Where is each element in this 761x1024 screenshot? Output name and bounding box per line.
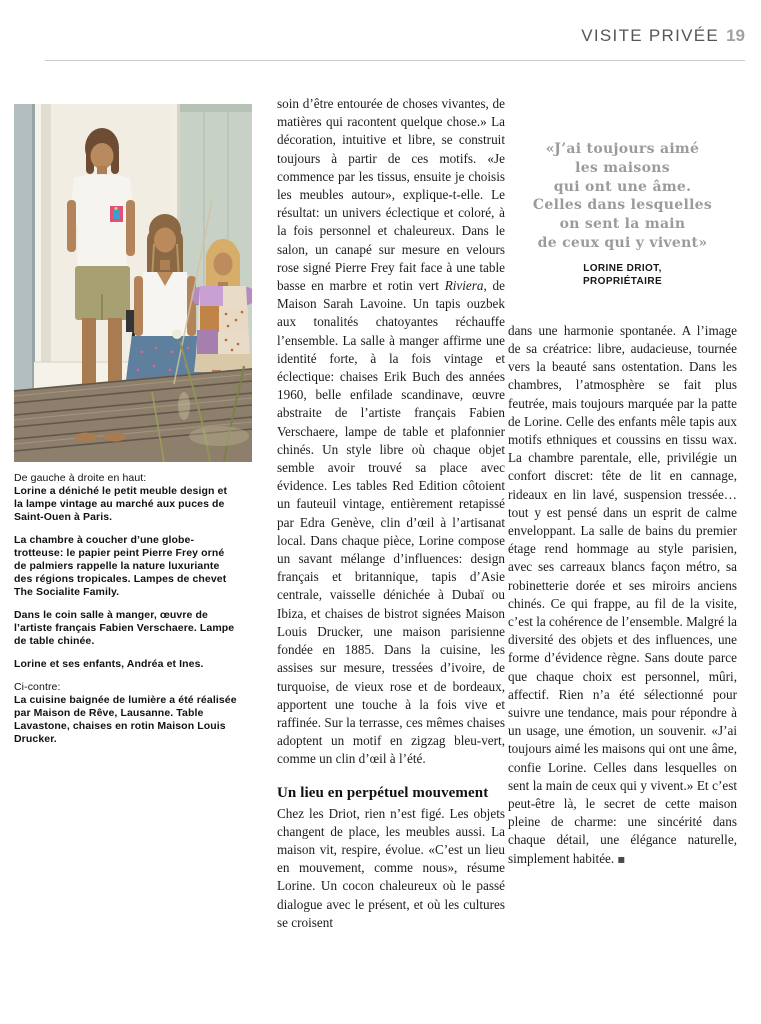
photo-captions <box>14 472 239 756</box>
caption-2-text: La chambre à coucher d’une globe-trotteuse: le papier peint Pierre Frey orné de palmiers rappelle la nature luxuriante des régions tropicales. Lampes de chevet The Socialite Family. <box>14 534 227 598</box>
caption-1-intro: De gauche à droite en haut: <box>14 472 147 484</box>
quote-attribution <box>508 262 737 289</box>
paragraph-1-part-a: soin d’être entourée de choses vivantes, de matières qui racontent quelque chose.» La décoration, intuitive et libre, se construit toujours à partir de ces motifs. «Je commence par les tissus, ensuite je choisis les meubles autour», explique-t-elle. Le résultat: un univers éclectique et coloré, à la fois personnel et chaleureux. Dans le salon, un canapé sur mesure en velours rose signé Pierre Frey fait face à une table basse en marbre et rotin vert <box>277 96 505 294</box>
section-kicker <box>581 26 745 46</box>
pull-quote-line-4: Celles dans lesquelles <box>532 197 713 214</box>
section-label: VISITE PRIVÉE <box>581 26 720 45</box>
article-subhead: Un lieu en perpétuel mouvement <box>277 784 489 801</box>
caption-3-text: Dans le coin salle à manger, œuvre de l’artiste français Fabien Verschaere. Lampe de table chinée. <box>14 609 235 647</box>
article-column-middle <box>277 95 505 932</box>
paragraph-3-text: dans une harmonie spontanée. A l’image de sa créatrice: libre, audacieuse, tournée vers la beauté sans ostentation. Dans les chambres, l’atmosphère se fait plus feutrée, mais toujours marquée par la patte de Lorine. Celle des enfants mêle tapis aux motifs ethniques et coussins en tissu wax. La chambre parentale, elle, privilégie un confort discret: tête de lit en cannage, rideaux en lin lavé, suspension tressée… tout y est pensé dans un esprit de calme enveloppant. La salle de bains du premier étage rend hommage au style parisien, avec ses carreaux blancs façon métro, sa robinetterie dorée et ses miroirs anciens chinés. Ce qui frappe, au fil de la visite, c’est la cohérence de l’ensemble. Malgré la diversité des objets et des influences, une forme d’évidence règne. Sans doute parce que chaque choix est personnel, mûri, affectif. Rien n’a été sélectionné pour suivre une tendance, mais pour répondre à un usage, une émotion, un souvenir. «J’ai toujours aimé les maisons qui ont une âme, confie Lorine. Celles dans lesquelles on sent la main de ceux qui y vivent.» Et c’est peut-être là, le secret de cette maison pleine de charme: une sincérité dans chaque détail, une élégance naturelle, simplement habitée. <box>508 322 737 866</box>
caption-4 <box>14 658 239 671</box>
article-end-mark: ▪ <box>617 851 626 866</box>
quote-attribution-name: LORINE DRIOT, <box>583 262 662 274</box>
family-photo <box>14 104 252 462</box>
caption-3 <box>14 609 239 648</box>
quote-attribution-role: PROPRIÉTAIRE <box>582 276 663 288</box>
article-paragraph-1 <box>277 95 505 769</box>
pull-quote-line-6: de ceux qui y vivent» <box>537 234 708 251</box>
pull-quote <box>508 140 737 253</box>
article-paragraph-2: Chez les Driot, rien n’est figé. Les objets changent de place, les meubles aussi. La maison vit, respire, évolue. «C’est un lieu en mouvement, comme nous», résume Lorine. Un cocon chaleureux où le passé dialogue avec le présent, et où les cultures se croisent <box>277 805 505 930</box>
paragraph-1-italic: Riviera <box>444 278 484 294</box>
paragraph-1-part-b: , de Maison Sarah Lavoine. Un tapis ouzbek aux tonalités chatoyantes réchauffe l’ensemble. La salle à manger affirme une identité forte, à la fois vintage et éclectique: chaises Erik Buch des années 1960, belle enfilade scandinave, œuvre abstraite de l’artiste français Fabien Verschaere, lampe de table et plafonnier chinés. Un style libre où chaque objet semble avoir trouvé sa place avec évidence. Les tables Red Edition côtoient un fauteuil vintage, entièrement retapissé par Edra Genève, clin d’œil à l’artisanat local. Dans chaque pièce, Lorine compose un savant mélange d’influences: design français et britannique, tapis d’Asie centrale, vaisselle dénichée à Dubaï ou Ibiza, et chaises de bistrot signées Maison Louis Drucker, une maison parisienne fondée en 1885. Dans la cuisine, les assises sur mesure, tressées d’ivoire, de turquoise, de vieux rose et de bordeaux, apportent une touche à la fois vive et raffinée. Sur la terrasse, ces mêmes chaises adoptent un motif en zigzag bleu-vert, comme un clin d’œil à l’été. <box>277 278 505 767</box>
pull-quote-line-5: on sent la main <box>559 216 686 233</box>
article-paragraph-3 <box>508 322 737 868</box>
caption-4-text: Lorine et ses enfants, Andréa et Ines. <box>14 658 204 670</box>
pull-quote-line-1: «J’ai toujours aimé <box>545 141 700 157</box>
family-photo-illustration <box>14 104 252 462</box>
header-rule <box>45 60 745 61</box>
page-number: 19 <box>726 26 745 45</box>
caption-2 <box>14 534 239 599</box>
pull-quote-line-3: qui ont une âme. <box>553 178 692 195</box>
pull-quote-line-2: les maisons <box>575 159 670 176</box>
caption-5 <box>14 681 239 746</box>
caption-5-text: La cuisine baignée de lumière a été réalisée par Maison de Rêve, Lausanne. Table Lavastone, chaises en rotin Maison Louis Drucker. <box>14 694 237 745</box>
caption-1 <box>14 472 239 524</box>
caption-5-intro: Ci-contre: <box>14 681 61 693</box>
article-column-right <box>508 140 737 868</box>
caption-1-text: Lorine a déniché le petit meuble design et la lampe vintage au marché aux puces de Saint-Ouen à Paris. <box>14 485 228 523</box>
